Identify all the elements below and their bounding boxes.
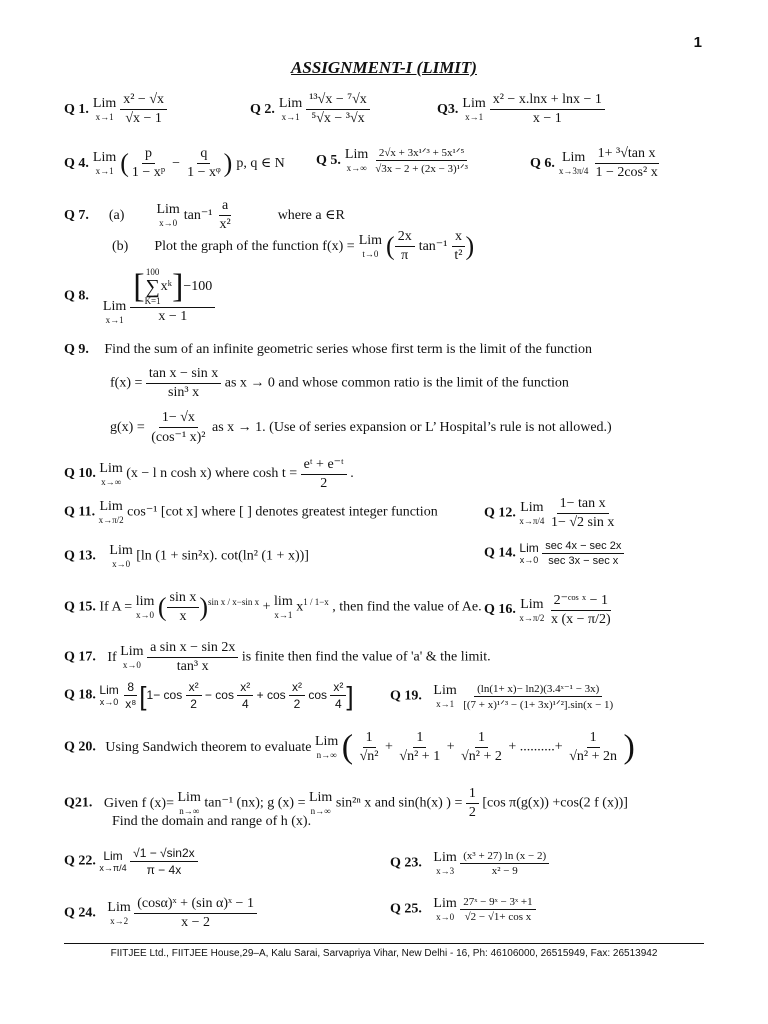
fraction: $\frac{a}{\text{x²}}$ <box>219 198 231 232</box>
fraction: $\frac{\text{(ln(1+ x)− ln2)(3.4ˣ⁻¹ − 3x)}}{\text{[(7 + x)¹ᐟ³ − (1+ 3x)¹ᐟ²].sin(x − 1)}}$ <box>463 683 614 711</box>
page-number: 1 <box>693 34 702 51</box>
fraction: $\frac{\text{2√x + 3x¹ᐟ³ + 5x¹ᐟ⁵}}{\text{√3x − 2 + (2x − 3)¹ᐟ³}}$ <box>375 147 468 175</box>
fraction: $\frac{1}{\text{√n²}}$ <box>359 730 379 764</box>
fraction: $\frac{\text{x²}}{4}$ <box>330 680 346 711</box>
question-3 <box>437 92 605 127</box>
limit-operator: Lim x→1 <box>462 96 486 122</box>
limit-operator: Lim x→1 <box>92 150 117 176</box>
question-label: Q 16. <box>484 602 516 618</box>
fraction: $\frac{\text{(x³ + 27) ln (x − 2)}}{\text{x² − 9}}$ <box>460 850 549 877</box>
fraction: $\frac{p}{\text{1 − xᵖ}}$ <box>131 146 166 180</box>
question-label: Q 8. <box>64 288 89 304</box>
fraction: $\frac{\text{x²}}{2}$ <box>289 680 305 711</box>
limit-operator: Lim x→2 <box>107 900 131 926</box>
limit-operator: Lim x→π/2 <box>98 499 124 525</box>
fraction: $\frac{\text{1+ ³√tan x}}{\text{1 − 2cos² x}}$ <box>595 146 658 180</box>
fraction: $\frac{\text{1− tan x}}{\text{1− √2 sin x}}$ <box>550 496 615 530</box>
question-5 <box>316 146 471 175</box>
footer-divider <box>64 943 704 944</box>
question-label: Q 12. <box>484 505 516 521</box>
question-10: Q 10. Lim x→∞ (x − l n cosh x) where cosh t = $\frac{\text{eᵗ + e⁻ᵗ}}{2}$ . <box>64 457 354 491</box>
question-label: Q 10. <box>64 466 96 482</box>
question-1 <box>64 92 167 127</box>
limit-operator: Lim t→0 <box>358 233 383 259</box>
limit-operator: Lim x→0 <box>519 541 539 565</box>
fraction: $\frac{\text{2⁻ᶜᵒˢ ˣ − 1}}{x (x - \pi/2)}$ <box>550 593 611 627</box>
limit-operator: Lim x→0 <box>99 682 119 707</box>
limit-operator: Lim x→0 <box>433 896 457 922</box>
question-label: Q 14. <box>484 545 516 561</box>
question-label: Q 25. <box>390 901 422 917</box>
fraction: $\frac{\text{a sin x − sin 2x}}{\text{tan³ x}}$ <box>147 640 238 675</box>
question-9-intro: Q 9. Find the sum of an infinite geometric series whose first term is the limit of the function <box>64 342 592 357</box>
question-12 <box>484 496 617 531</box>
question-label: Q21. <box>64 795 93 811</box>
question-label: Q 19. <box>390 688 422 704</box>
question-label: Q 5. <box>316 153 341 169</box>
question-label: Q 2. <box>250 102 275 118</box>
question-16 <box>484 592 614 628</box>
fraction: $\frac{1}{2}$ <box>466 786 479 821</box>
limit-operator: Lim x→∞ <box>99 460 123 487</box>
question-25 <box>390 896 536 923</box>
limit-operator: Lim x→1 <box>102 299 127 325</box>
fraction: $\frac{1}{\text{√n² + 1}}$ <box>399 730 441 764</box>
limit-operator: Lim n→∞ <box>308 790 333 816</box>
question-label: Q3. <box>437 102 459 118</box>
fraction: $\frac{\text{tan x − sin x}}{\text{sin³ x}}$ <box>146 366 221 401</box>
fraction: $\frac{\text{¹³√x − ⁷√x}}{\text{⁵√x − ³√x}}$ <box>306 92 370 127</box>
fraction: $\frac{\text{27ˣ − 9ˣ − 3ˣ +1}}{\text{√2 − √1+ cos x}}$ <box>460 896 535 923</box>
question-label: Q 9. <box>64 342 89 357</box>
limit-operator: Lim x→1 <box>278 96 303 122</box>
question-label: Q 15. <box>64 599 96 615</box>
question-19 <box>390 682 616 711</box>
question-label: Q 23. <box>390 855 422 871</box>
limit-operator: Lim x→π/2 <box>519 596 545 623</box>
limit-operator: lim x→1 <box>274 594 293 620</box>
question-label: Q 6. <box>530 156 555 172</box>
question-label: Q 11. <box>64 504 96 520</box>
limit-operator: Lim x→0 <box>156 202 180 228</box>
question-9-g: g(x) = $\frac{1- √x}{\text{(cos⁻¹ x)²}}$ as x → 1. (Use of series expansion or L’ Hospital’s rule is not allowed.) <box>110 410 612 445</box>
question-label: Q 22. <box>64 853 96 869</box>
fraction: $\frac{\text{x²}}{4}$ <box>237 680 253 711</box>
limit-operator: Lim x→3 <box>433 850 457 876</box>
limit-operator: Lim n→∞ <box>177 790 201 816</box>
limit-operator: Lim x→1 <box>92 96 117 122</box>
question-21-line2: Find the domain and range of h (x). <box>112 814 312 829</box>
fraction: [ 100 ∑ K=1 xᵏ ] −100 x − 1 <box>130 268 215 325</box>
limit-operator: Lim x→∞ <box>344 147 369 173</box>
question-11: Q 11. Lim x→π/2 cos⁻¹ [cot x] where [ ] denotes greatest integer function <box>64 499 438 525</box>
question-label: Q 13. <box>64 548 96 564</box>
question-18: Q 18. Lim x→0 $\frac{8}{\text{x⁸}}$ [1− cos $\frac{\text{x²}}{2}$ − cos $\frac{\text{x²}}{4}$ + cos $\frac{\text{x²}}{2}$ cos $\frac{\text{x²}}{4}$ ] <box>64 680 354 711</box>
question-20: Q 20. Using Sandwich theorem to evaluate Lim n→∞ ( $\frac{1}{\text{√n²}}$ + $\frac{1}{\text{√n² + 1}}$ + $\frac{1}{\text{√n² + 2}}$ + ..........+ $\frac{1}{\text{√n² + 2n}}$ ) <box>64 728 635 766</box>
question-label: Q 18. <box>64 687 96 703</box>
question-9-f: f(x) = $\frac{\text{tan x − sin x}}{\text{sin³ x}}$ as x → 0 and whose common ratio is the limit of the function <box>110 366 569 400</box>
fraction: $\frac{2x}{\pi}$ <box>395 229 415 264</box>
fraction: $\frac{\sec 4x - \sec 2x}{\text{sec 3x − sec x}}$ <box>542 540 624 567</box>
question-6 <box>530 146 661 181</box>
question-7b: (b) Plot the graph of the function f(x) = Lim t→0 ( $\frac{2x}{\pi}$ tan⁻¹ $\frac{x}{\text{t²}}$ ) <box>112 229 475 263</box>
question-label: Q 1. <box>64 102 89 118</box>
fraction: $\frac{8}{\text{x⁸}}$ <box>125 680 137 711</box>
question-label: Q 7. <box>64 208 89 224</box>
fraction: $\frac{1}{\text{√n² + 2}}$ <box>461 730 502 764</box>
question-22 <box>64 846 198 877</box>
question-17: Q 17. If Lim x→0 $\frac{\text{a sin x − sin 2x}}{\text{tan³ x}}$ is finite then find the value of 'a' & the limit. <box>64 640 491 674</box>
limit-operator: Lim n→∞ <box>314 734 339 760</box>
question-label: Q 4. <box>64 156 89 172</box>
fraction: $\frac{√1 - √\sin 2x}{\pi - 4x}$ <box>130 846 198 877</box>
condition-text: p, q ∈ N <box>236 156 285 172</box>
limit-operator: Lim x→0 <box>120 644 144 670</box>
fraction: $\frac{1- √x}{\text{(cos⁻¹ x)²}}$ <box>151 410 206 445</box>
limit-operator: Lim x→1 <box>433 683 457 709</box>
question-14 <box>484 540 624 567</box>
limit-operator: Lim x→π/4 <box>519 500 545 526</box>
limit-operator: lim x→0 <box>135 594 155 620</box>
fraction: $\frac{1}{\text{√n² + 2n}}$ <box>569 730 617 764</box>
footer-text: FIITJEE Ltd., FIITJEE House,29–A, Kalu Sarai, Sarvapriya Vihar, New Delhi - 16, Ph: 46106000, 26515949, Fax: 26513942 <box>110 948 658 959</box>
fraction: $\frac{\text{x² − √x}}{√x - 1}$ <box>120 92 167 127</box>
limit-operator: Lim x→π/4 <box>99 849 127 873</box>
question-15: Q 15. If A = lim x→0 ( $\frac{\text{sin x}}{x}$ )$^{sin x / x-sin x}$ + lim x→1 $x^{1 / 1-x}$ , then find the value of Ae. <box>64 590 482 624</box>
fraction: $\frac{\text{x²}}{2}$ <box>186 680 202 711</box>
fraction: $\frac{\text{sin x}}{x}$ <box>167 590 200 625</box>
fraction: $\frac{q}{\text{1 − xᵠ}}$ <box>187 146 221 180</box>
question-4: Q 4. Lim x→1 ( $\frac{p}{\text{1 − xᵖ}}$ − $\frac{q}{\text{1 − xᵠ}}$ ) p, q ∈ N <box>64 146 285 180</box>
question-21: Q21. Given f (x)= Lim n→∞ tan⁻¹ (nx); g (x) = Lim n→∞ sin²ⁿ x and sin(h(x) ) = $\frac{1}{2}$ [cos π(g(x)) +cos(2 f (x))] <box>64 786 628 820</box>
fraction: $\frac{\text{eᵗ + e⁻ᵗ}}{2}$ <box>301 456 347 492</box>
fraction: $\frac{\text{(cosα)ˣ + (sin α)ˣ − 1}}{x - 2}$ <box>134 896 257 931</box>
question-label: Q 17. <box>64 649 96 665</box>
page-title: ASSIGNMENT-I (LIMIT) <box>291 58 477 77</box>
question-8 <box>64 268 215 325</box>
limit-operator: Lim x→3π/4 <box>558 150 589 176</box>
fraction: $\frac{\text{x² − x.lnx + lnx − 1}}{x - 1}$ <box>490 92 605 127</box>
question-7a: Q 7. (a) Lim x→0 tan⁻¹ $\frac{a}{\text{x²}}$ where a ∈R <box>64 198 345 232</box>
question-24 <box>64 896 257 931</box>
fraction: $\frac{x}{\text{t²}}$ <box>451 229 465 264</box>
question-23 <box>390 850 549 877</box>
limit-operator: Lim x→0 <box>109 543 133 569</box>
question-label: Q 20. <box>64 739 96 755</box>
question-2 <box>250 92 370 127</box>
question-13: Q 13. Lim x→0 [ln (1 + sin²x). cot(ln² (1 + x))] <box>64 543 309 569</box>
question-label: Q 24. <box>64 905 96 921</box>
